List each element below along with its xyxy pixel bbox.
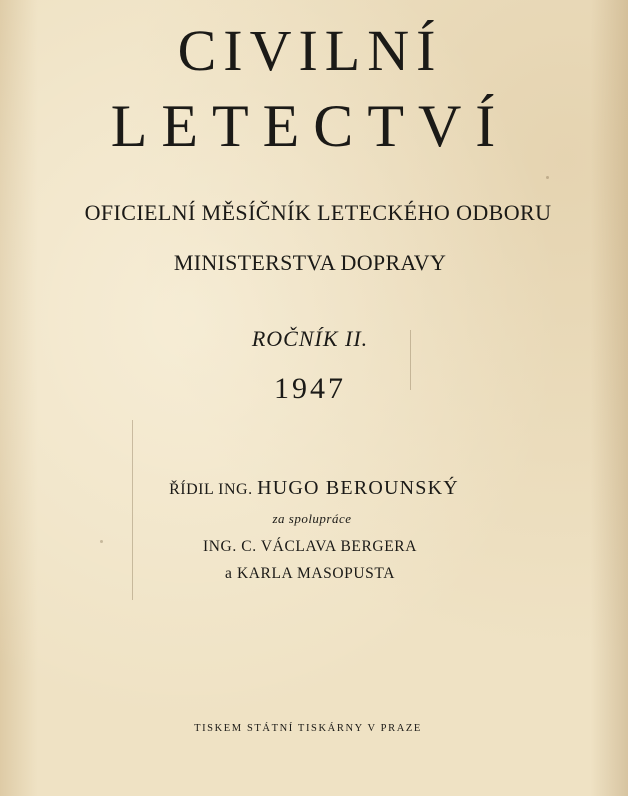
paper-speck: [100, 540, 103, 543]
paper-crease-mark: [410, 330, 411, 390]
editor-credit: [0, 478, 628, 498]
title-line-1: CIVILNÍ: [177, 18, 443, 83]
editor-prefix: ŘÍDIL ING.: [169, 481, 253, 498]
editor-name: HUGO BEROUNSKÝ: [257, 477, 459, 499]
collaboration-note: za spolupráce: [272, 511, 352, 526]
paper-crease-mark: [132, 420, 133, 600]
volume-number: ROČNÍK II.: [251, 326, 369, 351]
collaborator-1: ING. C. VÁCLAVA BERGERA: [202, 538, 418, 555]
printer-imprint: TISKEM STÁTNÍ TISKÁRNY V PRAZE: [194, 723, 422, 734]
collaborator-2: a KARLA MASOPUSTA: [224, 565, 395, 582]
paper-speck: [546, 176, 549, 179]
subtitle-line-2: MINISTERSTVA DOPRAVY: [173, 250, 447, 275]
subtitle-line-1: OFICIELNÍ MĚSÍČNÍK LETECKÉHO ODBORU: [84, 200, 552, 225]
title-line-2: LETECTVÍ: [110, 93, 510, 159]
publication-year: 1947: [274, 372, 346, 405]
